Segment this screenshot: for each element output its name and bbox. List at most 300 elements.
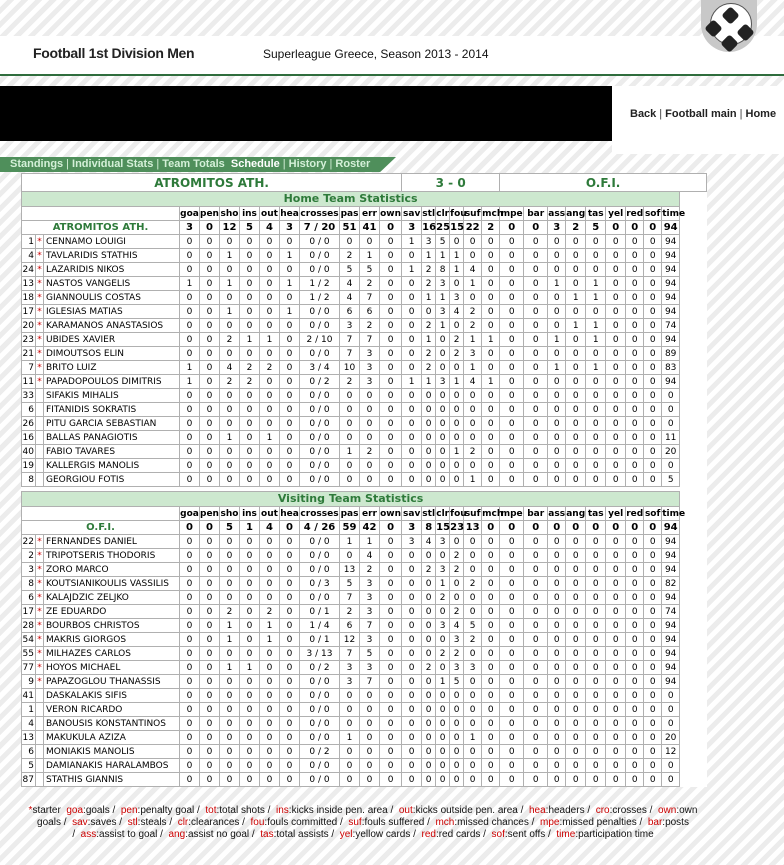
column-header-stl: stl [422, 508, 436, 519]
total-ang: 2 [566, 221, 586, 235]
stat-crosses: 0 / 0 [300, 773, 340, 787]
total-fou: 15 [450, 221, 465, 233]
tab-separator: | [66, 158, 70, 170]
column-header-goa: goa [180, 508, 199, 519]
stat-sav: 0 [402, 305, 422, 319]
stat-own: 0 [380, 347, 402, 361]
stat-own: 0 [380, 235, 402, 249]
player-name: PAPADOPOULOS DIMITRIS [44, 375, 180, 389]
stat-tas: 0 [586, 549, 606, 563]
stat-fou: 0 [450, 403, 464, 417]
stat-sof: 0 [644, 361, 662, 375]
stat-ang: 0 [566, 689, 586, 703]
stat-pas: 0 [340, 759, 360, 773]
legend-colon: : [264, 817, 268, 828]
legend-slash: / [328, 829, 335, 840]
column-header-err: err [360, 207, 380, 221]
column-header-sof: sof [644, 508, 661, 519]
total-ass: 0 [548, 521, 566, 535]
stat-mch: 0 [482, 773, 500, 787]
stat-ass: 0 [548, 263, 566, 277]
starter-marker [36, 459, 44, 473]
stat-mch: 0 [482, 473, 500, 487]
home-section-title: Home Team Statistics [22, 192, 680, 207]
stat-suf: 0 [464, 717, 482, 731]
away-player-row [22, 577, 707, 591]
stat-pas: 4 [340, 277, 360, 291]
stat-sav: 0 [402, 577, 422, 591]
stat-pen: 0 [200, 717, 220, 731]
legend-key: yel [339, 829, 353, 840]
starter-marker: * [37, 334, 42, 345]
stat-clr: 0 [436, 689, 450, 703]
stat-ang: 0 [566, 417, 586, 431]
stat-time: 11 [662, 431, 680, 445]
stat-clr: 1 [436, 291, 450, 305]
stat-mpe: 0 [500, 675, 524, 689]
stat-red: 0 [626, 675, 644, 689]
stat-ass: 0 [548, 563, 566, 577]
stat-mch: 0 [482, 459, 500, 473]
stat-ang: 0 [566, 647, 586, 661]
stat-sof: 0 [644, 731, 662, 745]
stat-hea: 0 [280, 431, 300, 445]
total-err: 41 [360, 221, 380, 235]
total-sho: 12 [220, 221, 240, 235]
stat-ang: 0 [566, 277, 586, 291]
stat-fou: 5 [450, 675, 464, 689]
stat-sav: 0 [402, 759, 422, 773]
stat-ins: 0 [240, 675, 260, 689]
stat-ang: 0 [566, 577, 586, 591]
column-header-red: red [626, 208, 644, 219]
tab-schedule[interactable]: Schedule [230, 158, 280, 170]
column-header-red: red [626, 508, 644, 519]
stat-tas: 0 [586, 431, 606, 445]
column-header-ang: ang [566, 508, 586, 519]
stat-own: 0 [380, 389, 402, 403]
stat-tas: 0 [586, 403, 606, 417]
player-name: MILHAZES CARLOS [44, 647, 180, 661]
stat-ass: 0 [548, 249, 566, 263]
stat-time: 94 [662, 647, 680, 661]
legend-colon: : [504, 829, 508, 840]
stat-stl: 1 [422, 375, 436, 389]
stat-ass: 0 [548, 773, 566, 787]
stat-tas: 0 [586, 473, 606, 487]
stat-ins: 0 [240, 417, 260, 431]
stat-stl: 3 [422, 235, 436, 249]
legend-desc: sent offs [507, 829, 546, 840]
stat-time: 94 [662, 305, 680, 319]
stat-bar: 0 [524, 333, 548, 347]
stat-sho: 0 [220, 403, 240, 417]
stat-time: 74 [662, 605, 680, 619]
stat-mpe: 0 [500, 563, 524, 577]
stat-fou: 3 [450, 291, 464, 305]
column-header-mch: mch [482, 508, 504, 519]
stat-clr: 0 [436, 633, 450, 647]
stat-sof: 0 [644, 647, 662, 661]
shirt-number: 18 [22, 292, 34, 303]
stat-goa: 0 [180, 291, 200, 305]
stat-ang: 0 [566, 263, 586, 277]
stat-ang: 0 [566, 249, 586, 263]
stat-mch: 0 [482, 703, 500, 717]
stat-pas: 13 [340, 563, 360, 577]
stat-ass: 0 [548, 375, 566, 389]
starter-star: * [28, 805, 33, 816]
legend-desc: steals [140, 817, 167, 828]
total-stl: 16 [422, 221, 437, 233]
legend-key: stl [127, 817, 138, 828]
total-pen: 0 [200, 221, 220, 235]
stat-red: 0 [626, 661, 644, 675]
legend-colon: : [87, 817, 91, 828]
stat-pen: 0 [200, 375, 220, 389]
starter-marker: * [37, 648, 42, 659]
stat-bar: 0 [524, 759, 548, 773]
shirt-number: 5 [22, 759, 36, 773]
tab-history[interactable]: History [288, 158, 327, 170]
stat-suf: 5 [464, 619, 482, 633]
legend-desc: saves [90, 817, 117, 828]
starter-marker: * [37, 320, 42, 331]
home-player-row [22, 473, 707, 487]
stat-stl: 2 [422, 563, 436, 577]
stat-suf: 0 [464, 689, 482, 703]
header-spacer [22, 507, 180, 521]
player-name: DASKALAKIS SIFIS [44, 689, 180, 703]
stat-mch: 0 [482, 661, 500, 675]
total-out: 4 [260, 221, 280, 235]
stat-own: 0 [380, 605, 402, 619]
stat-goa: 0 [180, 661, 200, 675]
stat-red: 0 [626, 361, 644, 375]
stat-suf: 0 [464, 759, 482, 773]
home-section-header [22, 192, 707, 207]
stat-red: 0 [626, 375, 644, 389]
match-score: 3 - 0 [402, 174, 500, 192]
stat-crosses: 0 / 0 [300, 703, 340, 717]
stat-stl: 0 [422, 389, 436, 403]
total-fou: 23 [450, 521, 465, 533]
stat-mpe: 0 [500, 277, 524, 291]
stat-err: 7 [360, 291, 380, 305]
home-player-row [22, 277, 707, 291]
stat-yel: 0 [606, 773, 626, 787]
stat-ins: 0 [240, 717, 260, 731]
stat-yel: 0 [606, 633, 626, 647]
page-title: Football 1st Division Men [33, 45, 195, 61]
player-name: ZORO MARCO [44, 563, 180, 577]
stat-tas: 0 [586, 647, 606, 661]
shirt-number: 16 [22, 432, 34, 443]
total-suf: 22 [464, 221, 482, 235]
starter-marker [36, 431, 44, 445]
player-name: BANOUSIS KONSTANTINOS [44, 717, 180, 731]
legend-colon: : [662, 817, 666, 828]
stat-mch: 0 [482, 745, 500, 759]
stat-red: 0 [626, 731, 644, 745]
shirt-number: 9 [22, 675, 36, 689]
stat-fou: 0 [450, 745, 464, 759]
total-bar: 0 [524, 221, 548, 235]
stat-stl: 0 [422, 577, 436, 591]
stat-pas: 7 [340, 591, 360, 605]
stat-pas: 2 [340, 605, 360, 619]
stat-time: 0 [662, 459, 680, 473]
stat-own: 0 [380, 277, 402, 291]
stat-tas: 0 [586, 745, 606, 759]
player-name: KARAMANOS ANASTASIOS [44, 319, 180, 333]
stat-hea: 0 [280, 235, 300, 249]
total-mpe: 0 [500, 221, 524, 235]
stat-clr: 1 [436, 319, 450, 333]
total-goa: 0 [180, 521, 200, 535]
stat-own: 0 [380, 305, 402, 319]
column-header-hea: hea [280, 508, 299, 519]
stat-pas: 0 [340, 773, 360, 787]
stat-mpe: 0 [500, 389, 524, 403]
shirt-number: 22 [22, 536, 34, 547]
stat-sof: 0 [644, 661, 662, 675]
football-main-link[interactable]: Football main [665, 108, 737, 120]
stat-pen: 0 [200, 675, 220, 689]
back-link[interactable]: Back [630, 108, 657, 120]
away-player-row [22, 605, 707, 619]
stat-own: 0 [380, 473, 402, 487]
stat-bar: 0 [524, 647, 548, 661]
stat-time: 94 [662, 549, 680, 563]
stat-fou: 2 [450, 563, 464, 577]
home-link[interactable]: Home [745, 108, 777, 120]
stat-hea: 0 [280, 535, 300, 549]
stat-fou: 0 [450, 417, 464, 431]
column-header-goa: goa [180, 208, 199, 219]
legend-key: ins [276, 805, 289, 816]
stat-goa: 0 [180, 473, 200, 487]
stat-time: 74 [662, 319, 680, 333]
stat-sho: 0 [220, 563, 240, 577]
stat-sof: 0 [644, 291, 662, 305]
column-header-err: err [360, 507, 380, 521]
stat-time: 0 [662, 717, 680, 731]
legend-desc: clearances [191, 817, 240, 828]
legend-slash: / [109, 805, 116, 816]
stat-clr: 0 [436, 731, 450, 745]
stat-crosses: 0 / 3 [300, 577, 340, 591]
legend-key: pen [120, 805, 138, 816]
stat-stl: 0 [422, 459, 436, 473]
stat-goa: 1 [180, 375, 200, 389]
stat-bar: 0 [524, 277, 548, 291]
stat-ass: 0 [548, 675, 566, 689]
stat-sav: 0 [402, 249, 422, 263]
column-header-stl: stl [422, 208, 436, 219]
stat-out: 0 [260, 647, 280, 661]
stat-goa: 0 [180, 717, 200, 731]
stat-fou: 0 [450, 591, 464, 605]
home-player-row [22, 333, 707, 347]
column-header-sho: sho [220, 208, 239, 219]
column-header-crosses: crosses [300, 508, 339, 519]
stat-goa: 0 [180, 431, 200, 445]
stat-out: 2 [260, 361, 280, 375]
stat-out: 0 [260, 319, 280, 333]
stat-sof: 0 [644, 417, 662, 431]
tab-team-totals[interactable]: Team Totals [162, 158, 225, 170]
total-own: 0 [380, 221, 402, 235]
starter-marker: * [37, 676, 42, 687]
shirt-number: 3 [22, 563, 36, 577]
stat-sav: 0 [402, 717, 422, 731]
stat-pas: 0 [340, 549, 360, 563]
shirt-number: 19 [22, 460, 34, 471]
stat-yel: 0 [606, 277, 626, 291]
stat-crosses: 0 / 0 [300, 549, 340, 563]
stat-bar: 0 [524, 291, 548, 305]
stat-ins: 0 [240, 773, 260, 787]
stat-yel: 0 [606, 249, 626, 263]
stat-sav: 0 [402, 445, 422, 459]
player-name: PITU GARCIA SEBASTIAN [44, 417, 180, 431]
stat-ass: 0 [548, 577, 566, 591]
shirt-number: 23 [22, 334, 34, 345]
stat-err: 0 [360, 745, 380, 759]
player-name: CENNAMO LOUIGI [44, 235, 180, 249]
stat-time: 20 [662, 731, 680, 745]
stat-stl: 4 [422, 535, 436, 549]
stat-stl: 0 [422, 473, 436, 487]
stat-yel: 0 [606, 591, 626, 605]
home-player-row [22, 263, 707, 277]
stat-mpe: 0 [500, 745, 524, 759]
stat-sof: 0 [644, 633, 662, 647]
legend-desc: kicks inside pen. area [291, 805, 388, 816]
legend-slash: / [194, 805, 200, 816]
stat-crosses: 0 / 0 [300, 459, 340, 473]
stat-ang: 0 [566, 759, 586, 773]
away-section-header [22, 492, 707, 507]
stat-goa: 0 [180, 305, 200, 319]
legend-desc: yellow cards [355, 829, 411, 840]
home-player-row [22, 291, 707, 305]
stat-sof: 0 [644, 689, 662, 703]
stat-mch: 0 [482, 389, 500, 403]
stat-ass: 0 [548, 235, 566, 249]
stat-sof: 0 [644, 577, 662, 591]
legend-key: goa [66, 805, 84, 816]
stat-suf: 0 [464, 605, 482, 619]
stat-tas: 0 [586, 263, 606, 277]
stat-tas: 0 [586, 703, 606, 717]
stat-pas: 2 [340, 375, 360, 389]
stat-ang: 0 [566, 731, 586, 745]
stat-clr: 1 [436, 577, 450, 591]
stat-time: 12 [662, 745, 680, 759]
column-header-ins: ins [240, 507, 260, 521]
stat-mpe: 0 [500, 591, 524, 605]
stat-tas: 0 [586, 445, 606, 459]
player-name: KALAJDZIC ZELJKO [44, 591, 180, 605]
stat-err: 2 [360, 319, 380, 333]
column-header-ang: ang [566, 208, 586, 219]
stat-pen: 0 [200, 459, 220, 473]
stat-suf: 0 [464, 535, 482, 549]
stat-stl: 0 [422, 633, 436, 647]
shirt-number: 8 [22, 577, 36, 591]
home-player-row [22, 417, 707, 431]
stat-own: 0 [380, 731, 402, 745]
stat-mch: 0 [482, 675, 500, 689]
stat-mpe: 0 [500, 417, 524, 431]
stat-err: 3 [360, 347, 380, 361]
legend-key: sav [72, 817, 88, 828]
stat-ins: 0 [240, 431, 260, 445]
stat-hea: 0 [280, 459, 300, 473]
stat-ins: 0 [240, 563, 260, 577]
stat-ins: 2 [240, 375, 260, 389]
total-tas: 5 [586, 221, 606, 235]
stat-ins: 0 [240, 535, 260, 549]
stat-hea: 0 [280, 675, 300, 689]
tab-roster[interactable]: Roster [335, 158, 371, 170]
stat-red: 0 [626, 347, 644, 361]
stat-stl: 0 [422, 605, 436, 619]
column-header-out: out [261, 208, 278, 219]
stat-fou: 0 [450, 473, 464, 487]
stat-red: 0 [626, 235, 644, 249]
stat-tas: 0 [586, 633, 606, 647]
stat-own: 0 [380, 535, 402, 549]
nav-box [612, 86, 784, 154]
stat-ins: 0 [240, 577, 260, 591]
stat-err: 5 [360, 263, 380, 277]
away-player-row [22, 717, 707, 731]
stat-err: 3 [360, 591, 380, 605]
stat-fou: 0 [450, 459, 464, 473]
tab-individual-stats[interactable]: Individual Stats [72, 158, 154, 170]
player-name: MONIAKIS MANOLIS [44, 745, 180, 759]
stat-sof: 0 [644, 473, 662, 487]
total-err: 42 [360, 521, 380, 535]
stat-suf: 3 [464, 347, 482, 361]
stat-goa: 0 [180, 633, 200, 647]
stat-time: 94 [662, 619, 680, 633]
stat-ang: 0 [566, 633, 586, 647]
stat-ang: 0 [566, 403, 586, 417]
stat-tas: 0 [586, 563, 606, 577]
tab-standings[interactable]: Standings [10, 158, 64, 170]
stat-hea: 0 [280, 759, 300, 773]
stat-sof: 0 [644, 305, 662, 319]
stat-mch: 0 [482, 605, 500, 619]
stat-yel: 0 [606, 389, 626, 403]
stat-ass: 0 [548, 633, 566, 647]
stat-crosses: 1 / 2 [300, 291, 340, 305]
stat-sof: 0 [644, 235, 662, 249]
legend-key: hea [528, 805, 546, 816]
column-header-crosses: crosses [300, 208, 339, 219]
stat-own: 0 [380, 703, 402, 717]
shirt-number: 7 [22, 361, 36, 375]
stat-stl: 2 [422, 263, 436, 277]
stat-stl: 2 [422, 361, 436, 375]
stat-sav: 0 [402, 549, 422, 563]
stat-sho: 2 [220, 375, 240, 389]
column-header-time: time [662, 508, 686, 519]
